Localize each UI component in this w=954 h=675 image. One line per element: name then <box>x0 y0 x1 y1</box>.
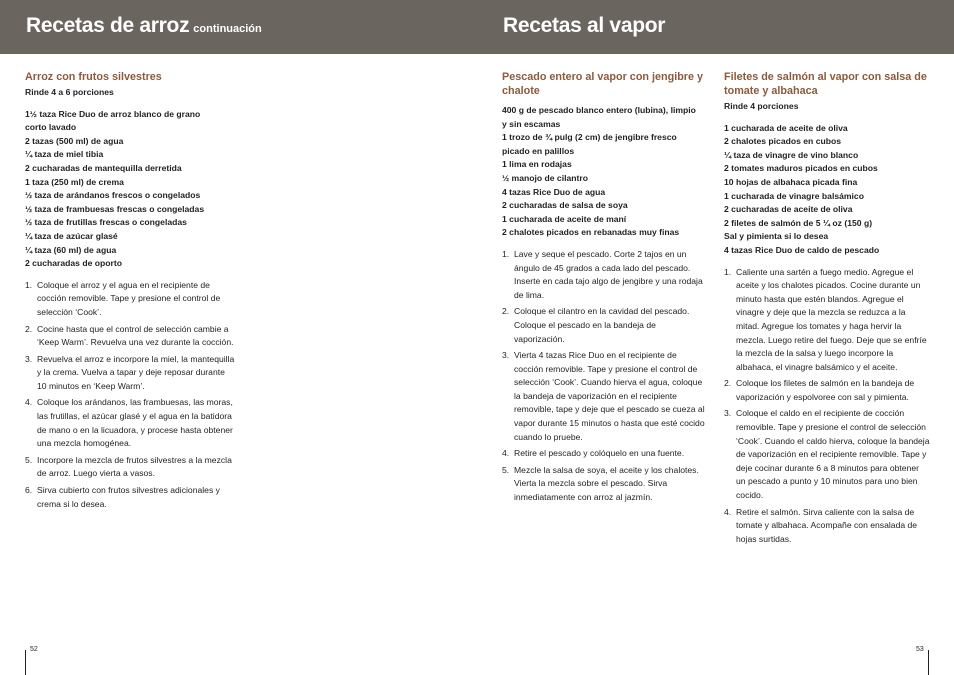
left-page-title-suffix: continuación <box>193 23 262 35</box>
step <box>25 323 235 350</box>
ingredient: corto lavado <box>25 122 77 133</box>
ingredient: 10 hojas de albahaca picada fina <box>724 176 858 187</box>
ingredient: 2 cucharadas de mantequilla derretida <box>25 162 182 173</box>
step-number: 2. <box>502 306 510 317</box>
ingredient: 2 tazas (500 ml) de agua <box>25 135 124 146</box>
ingredient: 1½ taza Rice Duo de arroz blanco de grano <box>25 108 201 119</box>
left-page-header <box>0 0 477 54</box>
step-text: Coloque los filetes de salmón en la bandeja de vaporización y espolvoree con sal y pimienta. <box>736 378 915 402</box>
step-text: Retire el pescado y colóquelo en una fuente. <box>514 448 685 459</box>
recipe-servings: Rinde 4 a 6 porciones <box>25 87 114 97</box>
ingredient: 1 trozo de ¾ pulg (2 cm) de jengibre fresco <box>502 132 677 143</box>
recipe-steamed-fish <box>502 70 708 508</box>
step <box>502 464 708 505</box>
ingredient: 1 lima en rodajas <box>502 159 572 170</box>
ingredient: ¼ taza de azúcar glasé <box>25 230 118 241</box>
step-text: Coloque el arroz y el agua en el recipiente de cocción removible. Tape y presione el control de selección ‘Cook’. <box>37 279 221 317</box>
step-text: Mezcle la salsa de soya, el aceite y los chalotes. Vierta la mezcla sobre el pescado. Sirva inmediatamente con arroz al jazmín. <box>514 464 699 503</box>
step <box>502 305 708 346</box>
ingredient: 2 cucharadas de oporto <box>25 258 122 269</box>
step <box>724 266 930 375</box>
recipe-title: Filetes de salmón al vapor con salsa de tomate y albahaca <box>724 71 927 97</box>
step-text: Coloque el caldo en el recipiente de cocción removible. Tape y presione el control de selección ‘Cook’. Cuando el caldo hierva, coloque la bandeja de vaporización en el recipiente removible. Tape y deje cocinar durante 6 a 8 minutos para obtener un pescado a punto y 10 minutos para uno bien cocido. <box>736 408 930 501</box>
ingredient: ½ taza de frutillas frescas o congeladas <box>25 217 187 228</box>
ingredient: ½ taza de frambuesas frescas o congeladas <box>25 203 205 214</box>
step <box>25 454 235 481</box>
left-page-title <box>26 14 262 38</box>
ingredient: Sal y pimienta si lo desea <box>724 231 829 242</box>
ingredient: 2 filetes de salmón de 5 ¼ oz (150 g) <box>724 217 873 228</box>
left-page-divider-line <box>25 650 26 675</box>
ingredient: ½ taza de arándanos frescos o congelados <box>25 190 201 201</box>
ingredient: 1 taza (250 ml) de crema <box>25 176 124 187</box>
step-text: Coloque el cilantro en la cavidad del pescado. Coloque el pescado en la bandeja de vaporización. <box>514 306 690 344</box>
step-text: Caliente una sartén a fuego medio. Agregue el aceite y los chalotes picados. Cocine durante un minuto hasta que estén blandos. Agregue el vinagre y deje que la mezcla se reduzca a la mitad. Agregue los tomates y haga hervir la mezcla. Luego retire del fuego. Deje que se enfríe la mezcla de la salsa y luego incorpore la albahaca, el vinagre balsámico y el aceite. <box>736 266 927 372</box>
step-text: Revuelva el arroz e incorpore la miel, la mantequilla y la crema. Vuelva a tapar y deje reposar durante 10 minutos en ‘Keep Warm’. <box>37 353 235 391</box>
recipe-berry-rice <box>25 70 235 514</box>
step-number: 3. <box>724 408 732 419</box>
right-page-divider-line <box>928 650 929 675</box>
step <box>724 407 930 502</box>
step-text: Retire el salmón. Sirva caliente con la salsa de tomate y albahaca. Acompañe con ensalada de hojas surtidas. <box>736 506 918 544</box>
recipe-servings: Rinde 4 porciones <box>724 101 799 111</box>
right-page-title: Recetas al vapor <box>503 14 666 37</box>
ingredient: ¼ taza de miel tibia <box>25 149 104 160</box>
ingredient: picado en palillos <box>502 145 575 156</box>
ingredient: 1 cucharada de aceite de oliva <box>724 122 848 133</box>
ingredient: 4 tazas Rice Duo de caldo de pescado <box>724 244 880 255</box>
ingredient: 2 chalotes picados en rebanadas muy finas <box>502 227 680 238</box>
recipe-title: Arroz con frutos silvestres <box>25 71 162 83</box>
step-text: Lave y seque el pescado. Corte 2 tajos en un ángulo de 45 grados a cada lado del pescado. Inserte en cada tajo algo de jengibre y una rodaja de lima. <box>514 248 703 300</box>
ingredient: y sin escamas <box>502 118 561 129</box>
step-text: Coloque los arándanos, las frambuesas, las moras, las frutillas, el azúcar glasé y el agua en la batidora de mano o en la licuadora, y procese hasta obtener una mezcla homogénea. <box>37 397 233 449</box>
step-text: Cocine hasta que el control de selección cambie a ‘Keep Warm’. Revuelva una vez durante la cocción. <box>37 323 234 348</box>
ingredient: 2 cucharadas de aceite de oliva <box>724 204 853 215</box>
step-number: 1. <box>724 266 732 277</box>
ingredient-list <box>724 122 930 258</box>
ingredient: ½ manojo de cilantro <box>502 172 588 183</box>
ingredient: 2 tomates maduros picados en cubos <box>724 163 878 174</box>
step-list <box>502 248 708 505</box>
ingredient: ¼ taza de vinagre de vino blanco <box>724 149 859 160</box>
step <box>724 506 930 547</box>
step-number: 2. <box>724 378 732 389</box>
step-text: Vierta 4 tazas Rice Duo en el recipiente de cocción removible. Tape y presione el control de selección ‘Cook’. Cuando hierva el agua, coloque la bandeja de vaporización en el recipiente removible, tape y deje que el pescado se cueza al vapor durante 15 minutos o hasta que esté cocido cuando lo pruebe. <box>514 350 705 442</box>
right-page-header <box>477 0 954 54</box>
step-text: Sirva cubierto con frutos silvestres adicionales y crema si lo desea. <box>37 485 220 509</box>
step-number: 4. <box>724 506 732 517</box>
step-number: 3. <box>502 350 510 361</box>
step <box>25 353 235 394</box>
step-text: Incorpore la mezcla de frutos silvestres a la mezcla de arroz. Luego vierta a vasos. <box>37 454 232 479</box>
step-list <box>724 266 930 547</box>
step <box>502 248 708 302</box>
left-page-title-text: Recetas de arroz <box>26 14 190 37</box>
step <box>25 396 235 450</box>
recipe-steamed-salmon <box>724 70 930 549</box>
ingredient: ¼ taza (60 ml) de agua <box>25 244 117 255</box>
ingredient-list <box>25 108 235 271</box>
ingredient: 1 cucharada de aceite de maní <box>502 213 627 224</box>
ingredient: 1 cucharada de vinagre balsámico <box>724 190 864 201</box>
step <box>724 377 930 404</box>
ingredient: 400 g de pescado blanco entero (lubina), limpio <box>502 105 696 115</box>
step-number: 4. <box>502 448 510 459</box>
ingredient: 2 chalotes picados en cubos <box>724 136 842 147</box>
step-number: 5. <box>502 464 510 475</box>
step <box>25 279 235 320</box>
step-number: 4. <box>25 397 33 408</box>
ingredient: 4 tazas Rice Duo de agua <box>502 186 606 197</box>
right-page-number: 53 <box>916 646 924 653</box>
ingredient: 2 cucharadas de salsa de soya <box>502 200 628 211</box>
step-number: 5. <box>25 454 33 465</box>
step <box>502 447 708 461</box>
step-number: 2. <box>25 323 33 334</box>
step-list <box>25 279 235 512</box>
left-page-number: 52 <box>30 646 38 653</box>
step-number: 1. <box>502 248 510 259</box>
step-number: 3. <box>25 353 33 364</box>
step-number: 6. <box>25 485 33 496</box>
step <box>25 484 235 511</box>
step <box>502 349 708 444</box>
recipe-title: Pescado entero al vapor con jengibre y chalote <box>502 71 704 97</box>
ingredient-list <box>502 104 708 240</box>
step-number: 1. <box>25 279 33 290</box>
